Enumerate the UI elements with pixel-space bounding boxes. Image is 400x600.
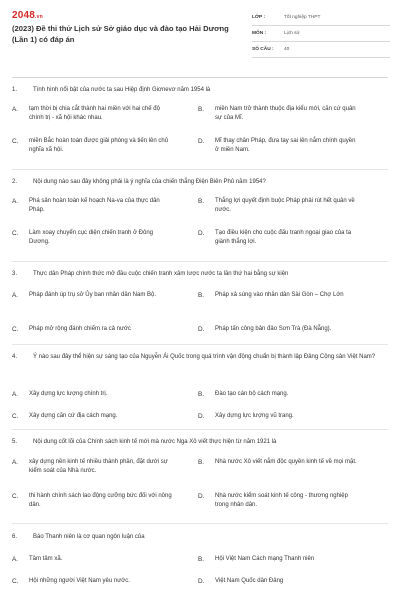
meta-label: LỚP : bbox=[252, 15, 266, 20]
header-divider bbox=[12, 77, 388, 78]
option-letter: A. bbox=[12, 292, 19, 299]
question-text bbox=[12, 269, 388, 279]
question-separator bbox=[12, 429, 388, 430]
option-letter: D. bbox=[198, 138, 205, 145]
question-text bbox=[12, 177, 388, 187]
option-a[interactable] bbox=[12, 197, 174, 215]
logo-suffix: .vn bbox=[35, 14, 43, 20]
option-text: Pháp xả súng vào nhân dân Sài Gòn – Chợ Lớn bbox=[215, 292, 344, 298]
option-letter: A. bbox=[12, 459, 19, 466]
meta-row-subject bbox=[252, 26, 390, 42]
meta-row-class bbox=[252, 10, 390, 26]
option-letter: D. bbox=[198, 493, 205, 500]
option-letter: D. bbox=[198, 578, 205, 585]
question-number: 3. bbox=[12, 271, 18, 277]
option-text: Làm xoay chuyển cục diện chiến tranh ở Đông Dương. bbox=[29, 230, 154, 245]
option-text: Hội những người Việt Nam yêu nước. bbox=[29, 578, 130, 584]
option-letter: C. bbox=[12, 138, 19, 145]
option-letter: A. bbox=[12, 198, 19, 205]
question-number: 2. bbox=[12, 179, 18, 185]
question-body: Nội dung cốt lõi của Chính sách kinh tế mới mà nước Nga Xô viết thực hiện từ năm 1921 là bbox=[33, 439, 277, 445]
option-c[interactable] bbox=[12, 325, 174, 334]
meta-label: SỐ CÂU : bbox=[252, 47, 274, 52]
option-text: Mĩ thay chân Pháp, đưa tay sai lên nắm chính quyền ở miền Nam. bbox=[215, 138, 356, 153]
option-letter: B. bbox=[198, 198, 205, 205]
option-text: Việt Nam Quốc dân Đảng bbox=[215, 578, 284, 584]
question-body: Thực dân Pháp chính thức mở đầu cuộc chiến tranh xâm lược nước ta lần thứ hai bằng sự kiện bbox=[33, 271, 289, 277]
option-letter: C. bbox=[12, 413, 19, 420]
option-text: Nhà nước Xô viết nắm độc quyền kinh tế về mọi mặt. bbox=[215, 459, 357, 465]
question-number: 1. bbox=[12, 87, 18, 93]
option-a[interactable] bbox=[12, 291, 174, 300]
option-text: Tâm tâm xã. bbox=[29, 556, 63, 562]
option-c[interactable] bbox=[12, 229, 174, 247]
option-c[interactable] bbox=[12, 137, 174, 155]
option-a[interactable] bbox=[12, 390, 174, 399]
option-text: Tạo điều kiện cho cuộc đấu tranh ngoại giao của ta giành thắng lợi. bbox=[215, 230, 352, 245]
meta-label: MÔN : bbox=[252, 31, 267, 36]
meta-value: 40 bbox=[284, 47, 290, 52]
question-text bbox=[12, 532, 388, 542]
option-letter: D. bbox=[198, 230, 205, 237]
option-b[interactable] bbox=[198, 555, 360, 564]
question-number: 4. bbox=[12, 354, 18, 360]
option-c[interactable] bbox=[12, 412, 174, 421]
option-letter: C. bbox=[12, 326, 19, 333]
option-c[interactable] bbox=[12, 577, 174, 586]
option-text: Xây dựng lực lượng vũ trang. bbox=[215, 413, 294, 419]
option-text: miền Bắc hoàn toàn được giải phóng và tiến lên chủ nghĩa xã hội. bbox=[29, 138, 169, 153]
option-b[interactable] bbox=[198, 458, 360, 467]
question-text bbox=[12, 85, 388, 95]
option-b[interactable] bbox=[198, 291, 360, 300]
option-d[interactable] bbox=[198, 412, 360, 421]
option-letter: B. bbox=[198, 459, 205, 466]
option-a[interactable] bbox=[12, 105, 174, 123]
option-letter: B. bbox=[198, 292, 205, 299]
meta-row-count bbox=[252, 42, 390, 58]
option-letter: C. bbox=[12, 230, 19, 237]
option-d[interactable] bbox=[198, 325, 360, 334]
exam-meta bbox=[252, 10, 390, 58]
option-text: Đào tạo cán bộ cách mạng. bbox=[215, 391, 289, 397]
option-text: Xây dựng lực lượng chính trị. bbox=[29, 391, 108, 397]
option-text: tạm thời bị chia cắt thành hai miền với hai chế độ chính trị - xã hội khác nhau. bbox=[29, 106, 160, 121]
option-d[interactable] bbox=[198, 137, 360, 155]
option-letter: B. bbox=[198, 556, 205, 563]
option-d[interactable] bbox=[198, 492, 360, 510]
option-text: Pháp tấn công bản đảo Sơn Trà (Đà Nẵng). bbox=[215, 326, 332, 332]
option-letter: A. bbox=[12, 391, 19, 398]
option-text: Pháp đánh úp trụ sở Ủy ban nhân dân Nam Bộ. bbox=[29, 292, 157, 298]
question-body: Nội dung nào sau đây không phải là ý nghĩa của chiến thắng Điện Biên Phủ năm 1954? bbox=[33, 179, 266, 185]
option-d[interactable] bbox=[198, 577, 360, 586]
option-text: Hội Việt Nam Cách mạng Thanh niên bbox=[215, 556, 315, 562]
meta-value: Lịch sử bbox=[284, 31, 300, 36]
option-text: Xây dựng căn cứ địa cách mạng. bbox=[29, 413, 118, 419]
question-text bbox=[12, 437, 388, 447]
site-logo[interactable] bbox=[12, 10, 43, 21]
option-text: Thắng lợi quyết định buộc Pháp phải rút hết quân về nước. bbox=[215, 198, 355, 213]
option-text: Phá sản hoàn toàn kế hoạch Na-va của thực dân Pháp. bbox=[29, 198, 160, 213]
option-a[interactable] bbox=[12, 555, 174, 564]
option-b[interactable] bbox=[198, 390, 360, 399]
option-letter: A. bbox=[12, 106, 19, 113]
question-separator bbox=[12, 523, 388, 524]
option-letter: C. bbox=[12, 578, 19, 585]
option-b[interactable] bbox=[198, 105, 360, 123]
option-c[interactable] bbox=[12, 492, 174, 510]
option-text: Nhà nước kiểm soát kinh tế công - thương nghiệp trong nhân dân. bbox=[215, 493, 348, 508]
question-number: 6. bbox=[12, 534, 18, 540]
option-text: miền Nam trở thành thuộc địa kiểu mới, căn cứ quân sự của Mĩ. bbox=[215, 106, 356, 121]
option-letter: B. bbox=[198, 106, 205, 113]
option-letter: A. bbox=[12, 556, 19, 563]
exam-title: (2023) Đề thi thử Lịch sử Sở giáo dục và đào tạo Hải Dương (Lần 1) có đáp án bbox=[12, 24, 229, 44]
logo-text: 2048 bbox=[12, 10, 36, 21]
option-text: xây dựng nền kinh tế nhiều thành phần, đặt dưới sự kiểm soát của Nhà nước. bbox=[29, 459, 168, 474]
option-text: thi hành chính sách lao động cưỡng bức đối với nông dân. bbox=[29, 493, 172, 508]
question-separator bbox=[12, 344, 388, 345]
question-separator bbox=[12, 261, 388, 262]
question-text bbox=[12, 352, 388, 362]
question-body: Báo Thanh niên là cơ quan ngôn luận của bbox=[33, 534, 145, 540]
option-letter: B. bbox=[198, 391, 205, 398]
option-b[interactable] bbox=[198, 197, 360, 215]
option-d[interactable] bbox=[198, 229, 360, 247]
question-body: Ý nào sau đây thể hiện sự sáng tạo của Nguyễn Ái Quốc trong quá trình vận động chuẩn bị thành lập Đảng Cộng sản Việt Nam? bbox=[33, 354, 376, 360]
option-letter: D. bbox=[198, 413, 205, 420]
page-header bbox=[0, 0, 400, 68]
meta-value: Tốt nghiệp THPT bbox=[284, 15, 321, 20]
question-number: 5. bbox=[12, 439, 18, 445]
question-body: Tình hình nổi bật của nước ta sau Hiệp định Giơnevơ năm 1954 là bbox=[33, 87, 211, 93]
question-separator bbox=[12, 169, 388, 170]
option-letter: C. bbox=[12, 493, 19, 500]
option-a[interactable] bbox=[12, 458, 174, 476]
option-letter: D. bbox=[198, 326, 205, 333]
option-text: Pháp mở rộng đánh chiếm ra cả nước bbox=[29, 326, 131, 332]
